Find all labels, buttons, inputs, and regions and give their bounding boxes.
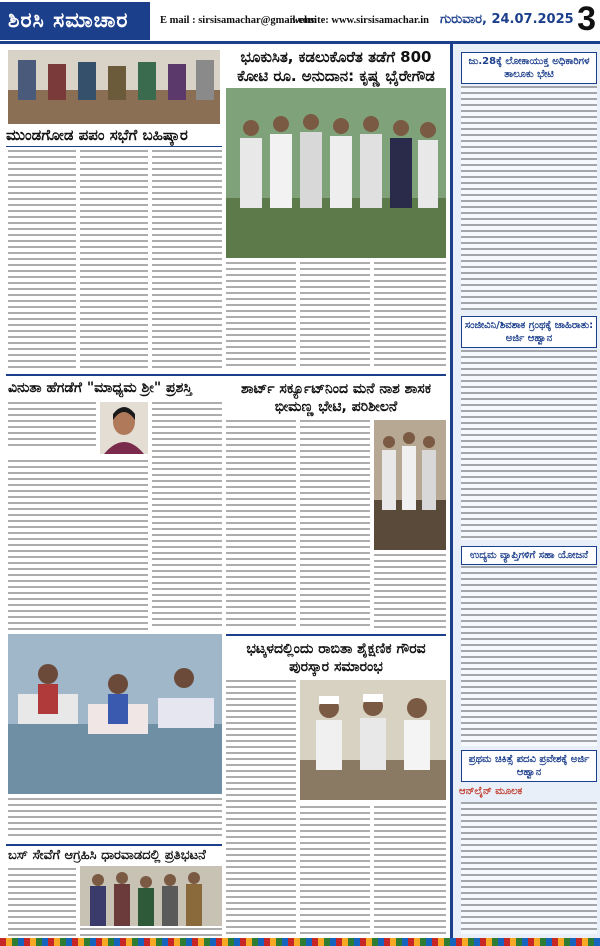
masthead-website: website: www.sirsisamachar.in (292, 15, 429, 26)
article-body-short-circuit (374, 554, 446, 630)
notice-subheading: ಆನ್‌ಲೈನ್ ಮೂಲಕ (459, 786, 523, 797)
masthead-date: ಗುರುವಾರ, 24.07.2025 (440, 12, 574, 27)
headline-short-circuit: ಶಾರ್ಟ್ ಸರ್ಕ್ಯೂಟ್‌ನಿಂದ ಮನೆ ನಾಶ ಶಾಸಕ ಭೀಮಣ್ಣ ಭೇಟಿ, ಪರಿಶೀಲನೆ (240, 381, 432, 415)
photo-rabita-guests (300, 680, 446, 800)
headline-rabita-award: ಭಟ್ಕಳದಲ್ಲಿಂದು ರಾಬಿತಾ ಶೈಕ್ಷಣಿಕ ಗೌರವ ಪುರಸ್ಕಾರ ಸಮಾರಂಭ (246, 641, 426, 675)
portrait-vinuta (100, 402, 148, 454)
article-body-short-circuit (300, 420, 370, 630)
article-body-vinuta (152, 402, 222, 630)
footer-stripe (0, 938, 600, 946)
article-body-vinuta (8, 402, 96, 450)
article-body-bus (80, 928, 222, 938)
notice-body-first-aid (461, 802, 597, 934)
notice-heading-udyama: ಉದ್ಯಮ ವ್ಯಾಪ್ತಿಗಳಿಗೆ ಸಹಾ ಯೋಜನೆ (461, 546, 597, 565)
article-body-rabita (300, 806, 370, 938)
photo-hospital (8, 634, 222, 794)
headline-mundgod: ಮುಂಡಗೋಡ ಪಪಂ ಸಭೆಗೆ ಬಹಿಷ್ಕಾರ (6, 126, 188, 144)
article-body-mundgod (152, 150, 222, 370)
photo-caption-hospital (8, 798, 222, 838)
article-body-mundgod (80, 150, 148, 370)
page-number: 3 (577, 0, 596, 38)
article-body-landslide (226, 262, 296, 370)
masthead-email: E mail : sirsisamachar@gmail.com (160, 15, 317, 26)
notice-body-sanjeevini (461, 350, 597, 540)
headline-vinuta: ವಿನುತಾ ಹೆಗಡೆಗೆ "ಮಾಧ್ಯಮ ಶ್ರೀ" ಪ್ರಶಸ್ತಿ (8, 380, 192, 396)
photo-minister-visit (226, 88, 446, 258)
notice-body-lokayukta (461, 86, 597, 310)
notices-sidebar (450, 44, 600, 946)
newspaper-logo: ಶಿರಸಿ ಸಮಾಚಾರ (0, 2, 150, 40)
divider (226, 634, 446, 636)
masthead (0, 0, 600, 44)
article-body-short-circuit (226, 420, 296, 630)
notice-heading-sanjeevini: ಸಂಜೀವಿನಿ/ಶಿವಶಾಕ ಗ್ರಂಥಕ್ಕೆ ಜಾಹಿರಾತು: ಅರ್ಜಿ ಆಹ್ವಾನ (461, 316, 597, 348)
headline-bus-protest: ಬಸ್ ಸೇವೆಗೆ ಆಗ್ರಹಿಸಿ ಧಾರವಾಡದಲ್ಲಿ ಪ್ರತಿಭಟನೆ (8, 848, 206, 863)
notice-heading-lokayukta: ಜು.28ಕ್ಕೆ ಲೋಕಾಯುಕ್ತ ಅಧಿಕಾರಿಗಳ ತಾಲೂಕು ಭೇಟಿ (461, 52, 597, 84)
headline-landslide-grant: ಭೂಕುಸಿತ, ಕಡಲುಕೊರೆತ ತಡೆಗೆ 800 ಕೋಟಿ ರೂ. ಅನುದಾನ: ಕೃಷ್ಣ ಭೈರೇಗೌಡ (237, 48, 435, 85)
notice-heading-first-aid: ಪ್ರಥಮ ಚಿಕಿತ್ಸೆ ಪದವಿ ಪ್ರವೇಶಕ್ಕೆ ಅರ್ಜಿ ಆಹ್ವಾನ (461, 750, 597, 782)
article-body-rabita (374, 806, 446, 938)
notice-body-udyama (461, 566, 597, 746)
article-body-vinuta (8, 460, 148, 630)
divider (6, 844, 222, 846)
divider (6, 146, 222, 147)
photo-bus-protest (80, 866, 222, 926)
divider (6, 374, 446, 376)
photo-damaged-house (374, 420, 446, 550)
article-body-landslide (374, 262, 446, 370)
article-body-mundgod (8, 150, 76, 370)
article-body-bus (8, 868, 76, 938)
article-body-rabita (226, 680, 296, 938)
article-body-landslide (300, 262, 370, 370)
photo-meeting-hall (8, 50, 220, 124)
